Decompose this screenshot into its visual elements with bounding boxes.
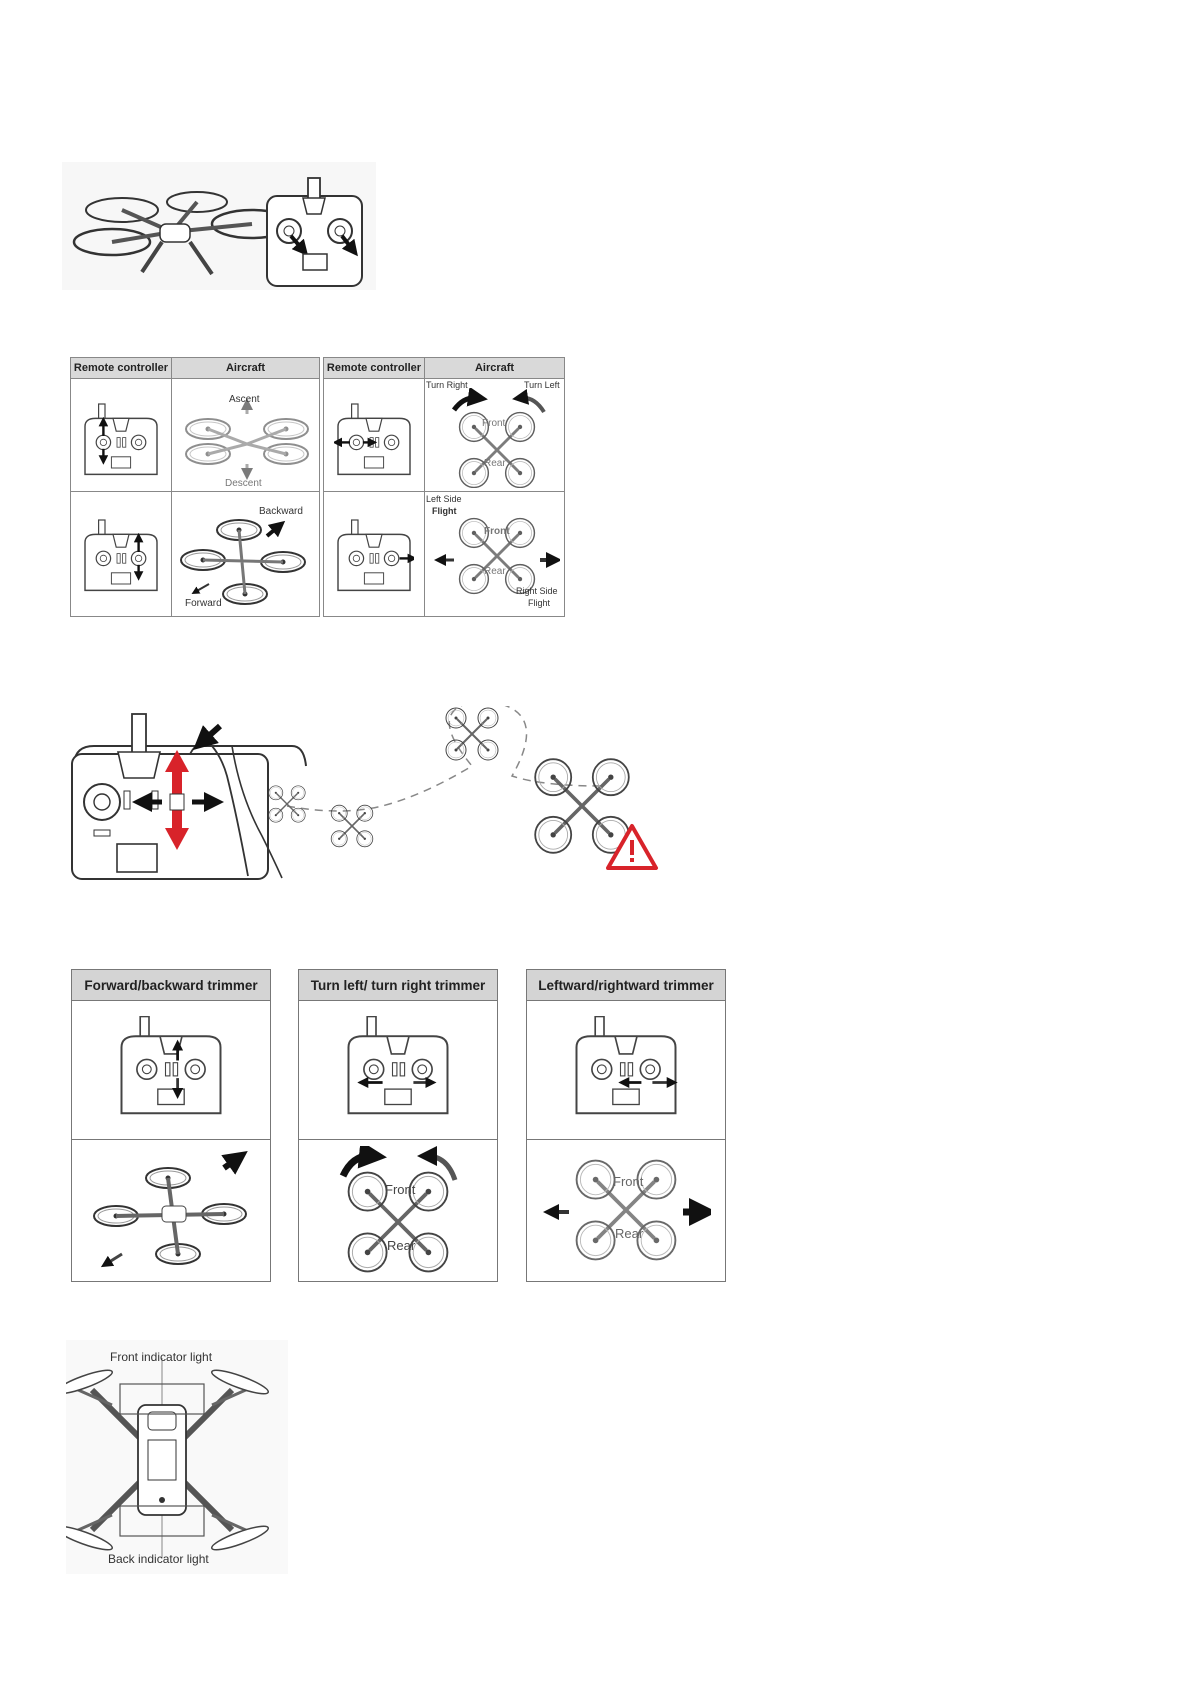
flip-remote (72, 714, 306, 879)
remote-fb-trimmer (116, 1016, 226, 1116)
control-table-right (323, 357, 565, 617)
panel-header: Forward/backward trimmer (72, 970, 270, 1001)
label-front-turn: Front (385, 1182, 416, 1197)
label-rear-lr: Rear (615, 1226, 644, 1241)
figure-drone-and-remote (62, 162, 376, 290)
col-header-aircraft-right: Aircraft (425, 358, 564, 379)
figure-indicator-lights (66, 1340, 288, 1574)
trimmer-panel-leftward-rightward (526, 969, 726, 1282)
label-forward: Forward (185, 598, 222, 609)
label-turn-right: Turn Right (426, 380, 468, 390)
drone-fb-trimmer (88, 1150, 256, 1274)
label-front-indicator: Front indicator light (110, 1350, 213, 1364)
trimmer-panel-turn (298, 969, 498, 1282)
label-rear-turn: Rear (387, 1238, 416, 1253)
label-left-flight: Flight (432, 506, 457, 516)
label-rear: Rear (484, 458, 506, 469)
label-front-lr: Front (613, 1174, 644, 1189)
remote-yaw-leftright (334, 400, 414, 480)
drone-forward-backward (179, 506, 313, 606)
drone-indicator-illustration (66, 1340, 288, 1574)
label-back-indicator: Back indicator light (108, 1552, 209, 1566)
trimmer-panel-forward-backward (71, 969, 271, 1282)
remote-roll-right (334, 516, 414, 596)
drone-remote-illustration (62, 162, 376, 290)
remote-pitch-updown (81, 516, 161, 596)
warning-triangle-icon (608, 826, 656, 868)
label-descent: Descent (225, 478, 262, 489)
drone-turn-trimmer (313, 1146, 483, 1276)
figure-flip-mode (62, 706, 702, 884)
drone-lr-trimmer (541, 1146, 711, 1276)
label-backward: Backward (259, 506, 303, 517)
label-turn-left: Turn Left (524, 380, 560, 390)
flip-mode-illustration (62, 706, 702, 884)
remote-turn-trimmer (343, 1016, 453, 1116)
panel-header: Leftward/rightward trimmer (527, 970, 725, 1001)
col-header-aircraft: Aircraft (172, 358, 319, 379)
drone-turn-top-view (434, 388, 560, 488)
flip-drone-path (269, 706, 629, 853)
label-front-2: Front (484, 526, 510, 537)
control-table-left (70, 357, 320, 617)
label-ascent: Ascent (229, 394, 260, 405)
label-rear-2: Rear (484, 566, 506, 577)
remote-throttle-updown (81, 400, 161, 480)
label-front: Front (482, 418, 506, 429)
col-header-remote-controller: Remote controller (71, 358, 171, 379)
label-right-side: Right Side (516, 586, 558, 596)
label-left-side: Left Side (426, 494, 462, 504)
col-header-remote-controller-right: Remote controller (324, 358, 424, 379)
remote-lr-trimmer (571, 1016, 681, 1116)
label-right-flight: Flight (528, 598, 551, 608)
panel-header: Turn left/ turn right trimmer (299, 970, 497, 1001)
drone-ascent-descent (183, 394, 311, 486)
